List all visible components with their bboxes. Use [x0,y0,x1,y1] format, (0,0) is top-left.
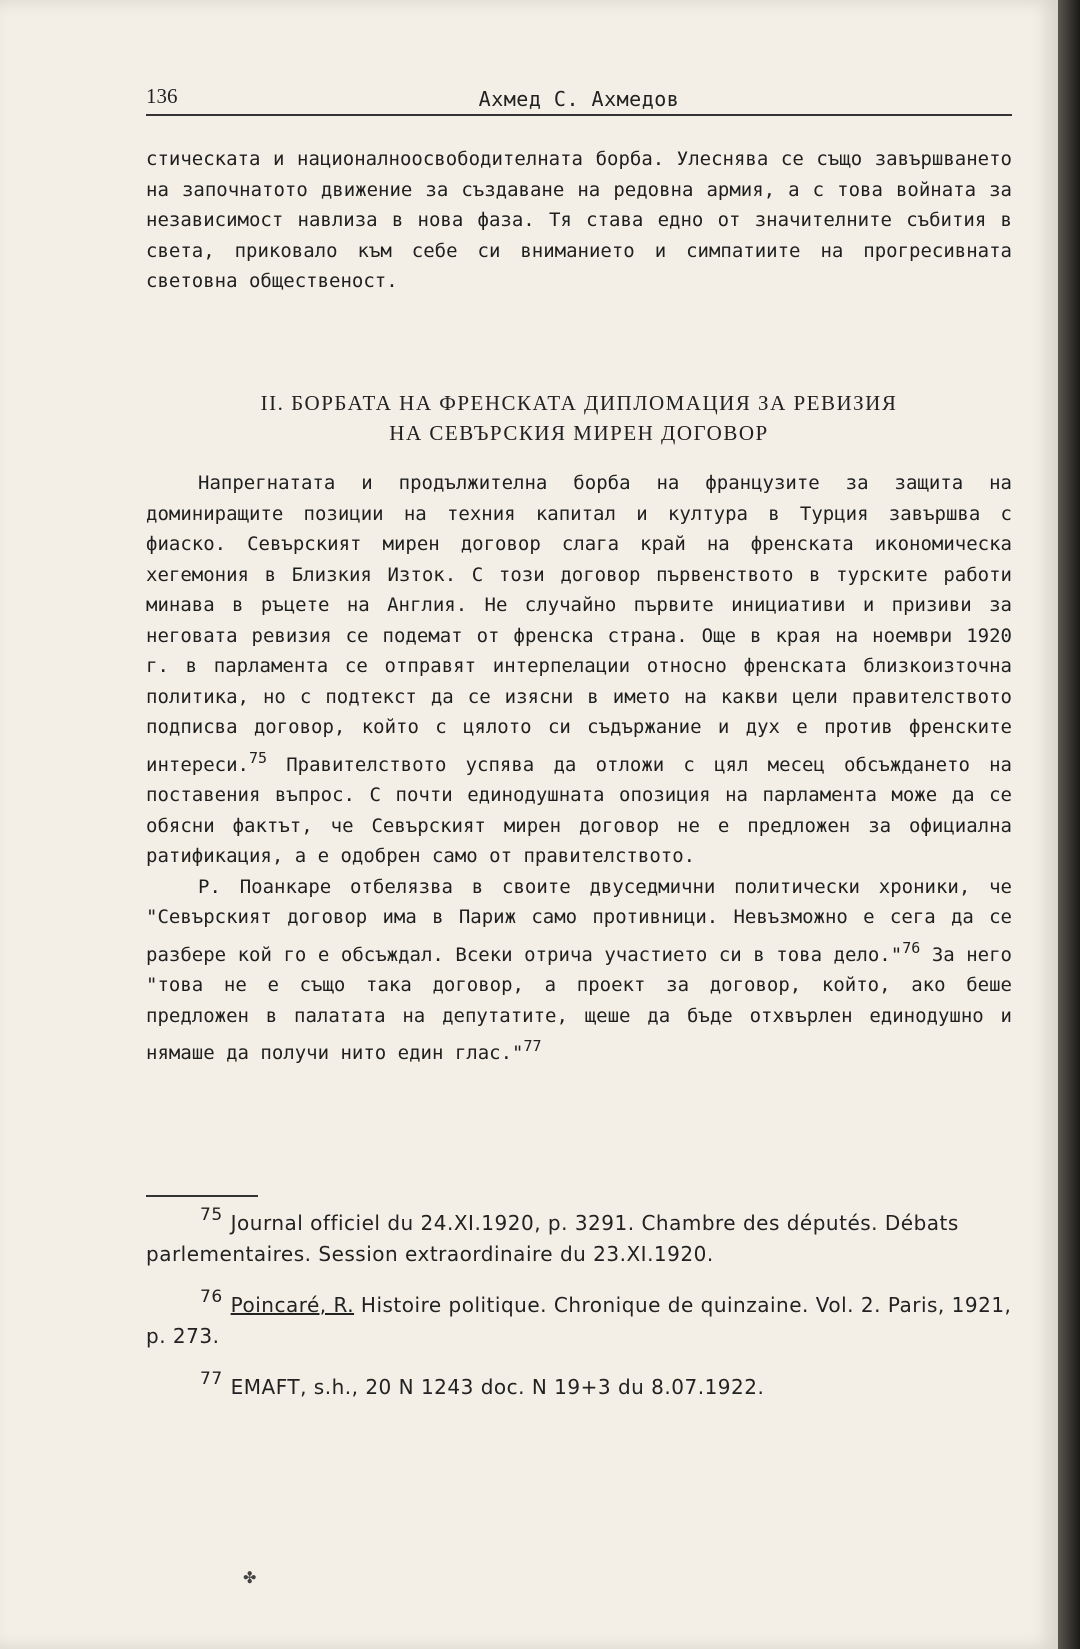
footnote-text: Histoire politique. Chronique de quinzaine. Vol. 2. Paris, 1921, p. 273. [146,1293,1012,1348]
footnotes [146,1200,1012,1415]
body-text-top [146,144,1012,297]
footnote-number: 76 [200,1287,223,1307]
decorative-mark-icon: ✤ [243,1570,257,1587]
body-text-main [146,468,1012,1069]
paragraph-text: Напрегнатата и продължителна борба на французите за защита на доминиращите позиции на техния капитал и култура в Турция завършва с фиаско. Севърският мирен договор слага край на френската икономическа хегемония в Близкия Изток. С този договор първенството в турските работи минава в ръцете на Англия. Не случайно първите инициативи и призиви за неговата ревизия се подемат от френска страна. Още в края на ноември 1920 г. в парламента се отправят интерпелации относно френската близкоизточна политика, но с подтекст да се изясни в името на какви цели правителството подписва договор, който с цялото си съдържание и дух е против френските интереси. [146,472,1012,776]
section-heading-line-1: II. БОРБАТА НА ФРЕНСКАТА ДИПЛОМАЦИЯ ЗА РЕВИЗИЯ [260,391,898,415]
page-header [146,84,1012,116]
paragraph-poincare [146,872,1012,1069]
footnote-ref-75: 75 [248,748,268,767]
running-title: Ахмед С. Ахмедов [478,87,680,111]
footnote-text: EMAFT, s.h., 20 N 1243 doc. N 19+3 du 8.07.1922. [230,1375,765,1399]
footnote-author: Poincaré, R. [230,1293,355,1317]
footnote-number: 75 [200,1205,223,1225]
book-spine-edge [1058,0,1080,1649]
footnote-77 [146,1364,1012,1403]
footnote-ref-77: 77 [523,1037,542,1055]
page-number: 136 [146,84,178,108]
paragraph-text: За него "това не е също така договор, а проект за договор, който, ако беше предложен в палатата на депутатите, щеше да бъде отхвърлен единодушно и нямаше да получи нито един глас." [146,943,1012,1064]
footnote-ref-76: 76 [902,938,921,957]
section-heading-line-2: НА СЕВЪРСКИЯ МИРЕН ДОГОВОР [389,421,769,445]
footnote-divider [146,1195,258,1197]
section-heading [146,388,1012,448]
footnote-text: Journal officiel du 24.XI.1920, p. 3291. Chambre des députés. Débats parlementaires. Session extraordinaire du 23.XI.1920. [146,1211,959,1266]
footnote-75 [146,1200,1012,1270]
paragraph-continuation: стическата и националноосвободителната борба. Улеснява се също завършването на започнатото движение за създаване на редовна армия, а с това войната за независимост навлиза в нова фаза. Тя става едно от значителните събития в света, приковало към себе си вниманието и симпатиите на прогресивната световна общественост. [146,148,1012,292]
footnote-76 [146,1282,1012,1352]
paragraph-text: Правителството успява да отложи с цял месец обсъждането на поставения въпрос. С почти единодушната опозиция на парламента може да се обясни фактът, че Севърският мирен договор не е предложен за официална ратификация, а е одобрен само от правителството. [146,753,1012,867]
paragraph-french-diplomacy [146,468,1012,872]
footnote-number: 77 [200,1369,223,1389]
paragraph-text: Р. Поанкаре отбелязва в своите двуседмични политически хроники, че "Севърският договор има в Париж само противници. Невъзможно е сега да се разбере кой го е обсъждал. Всеки отрича участието си в това дело." [146,875,1012,966]
